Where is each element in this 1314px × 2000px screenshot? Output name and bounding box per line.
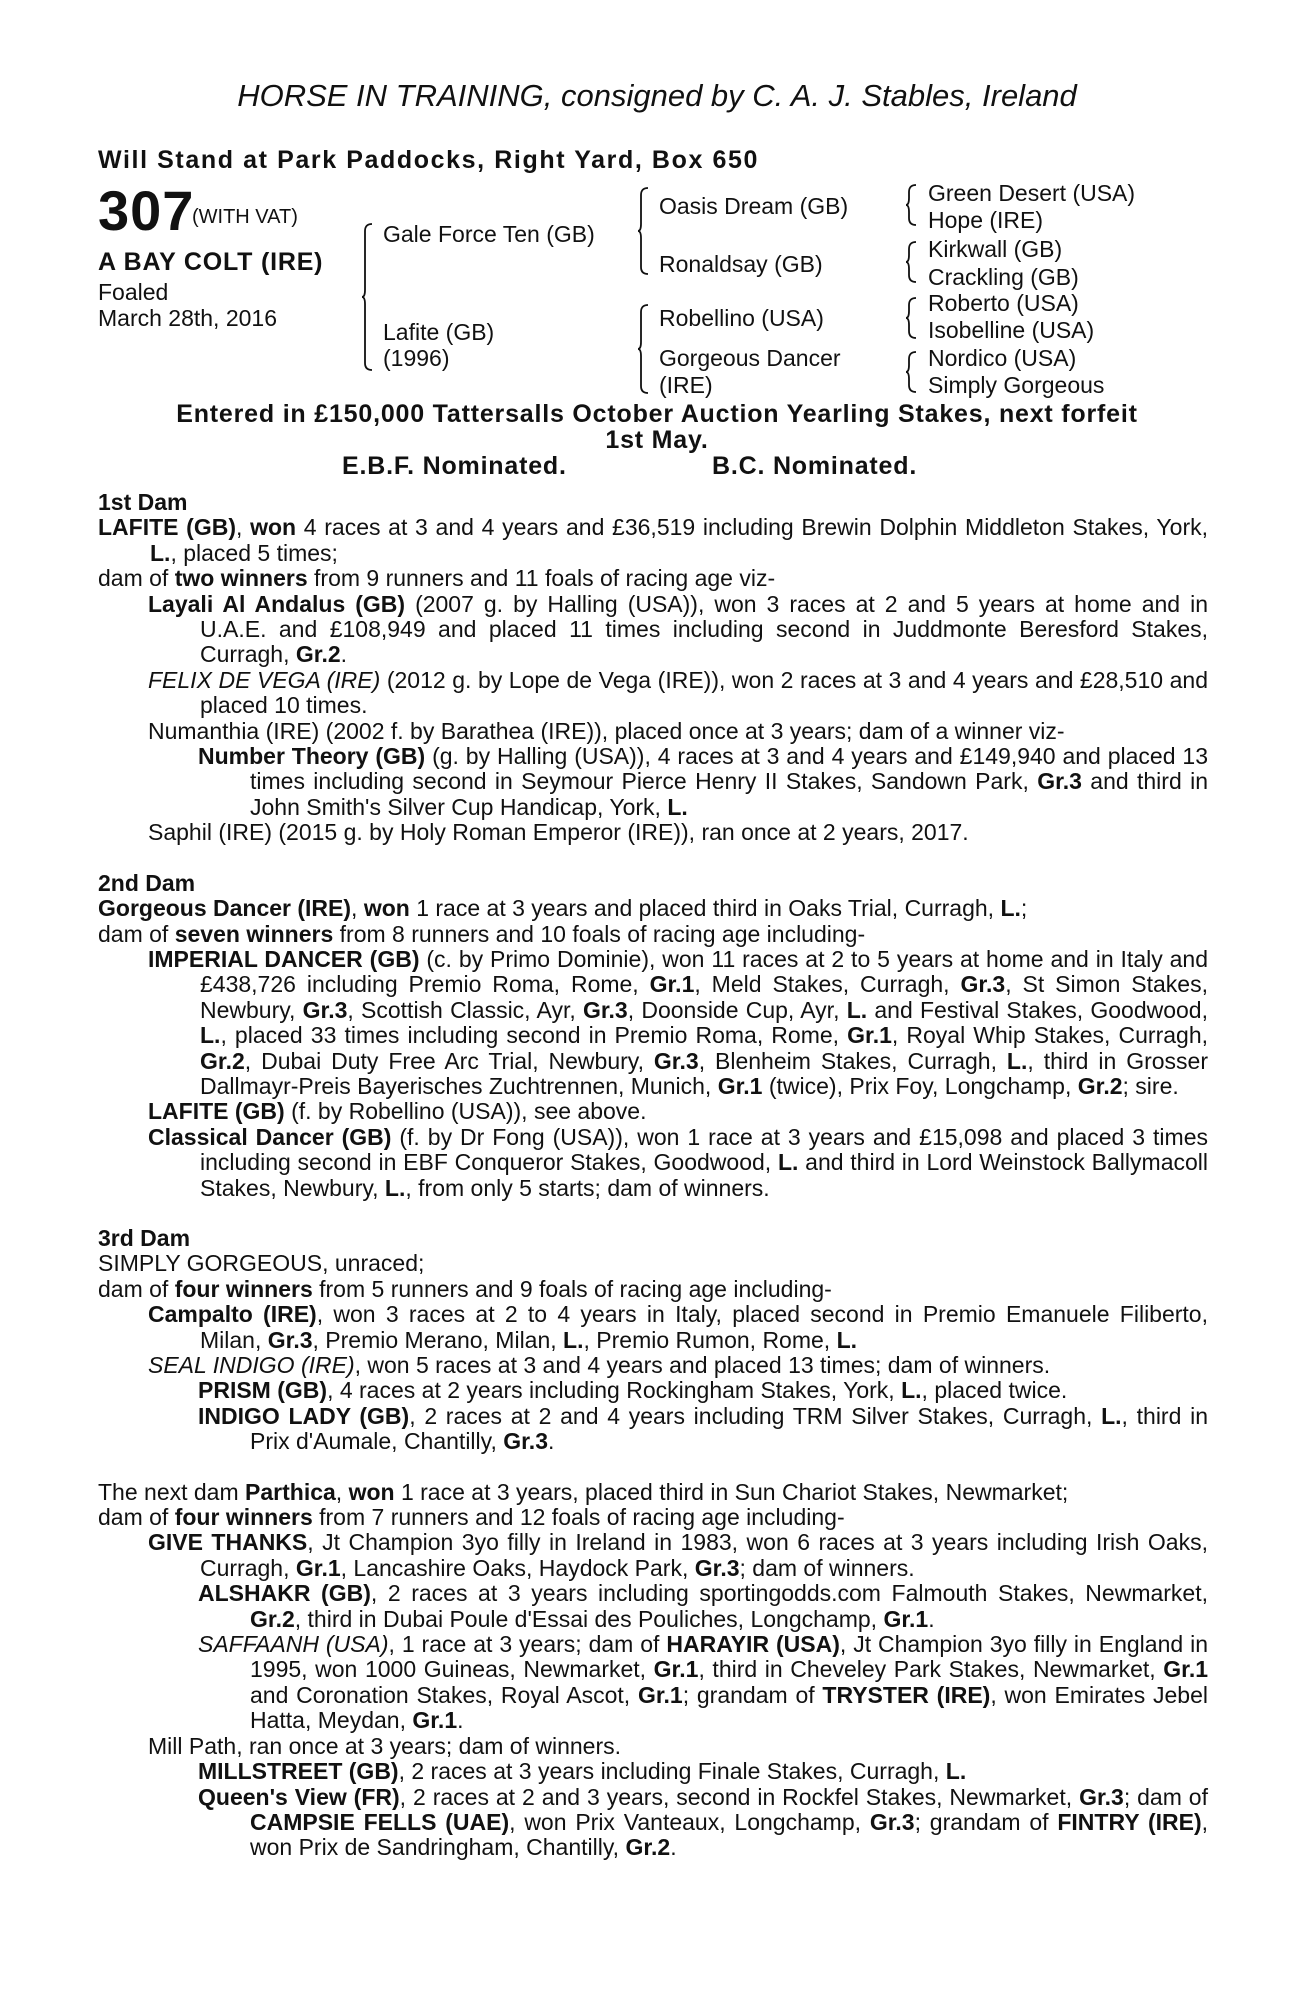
listed-grade: L.: [1006, 1047, 1028, 1074]
horse-name: INDIGO LADY (GB): [198, 1402, 410, 1429]
horse-name: IMPERIAL DANCER (GB): [148, 945, 420, 972]
entry-line-1: Entered in £150,000 Tattersalls October Auction Yearling Stakes, next forfeit: [176, 400, 1138, 428]
produce-entry: [98, 1581, 1208, 1632]
summary-prefix: dam of: [98, 920, 175, 947]
horse-name: Campalto (IRE): [148, 1301, 317, 1328]
race-record: (c. by Primo Dominie), won 11 races at 2 to 5 years at home and in Italy and £438,726 including Premio Roma, Rome,: [200, 945, 1208, 998]
pedigree-sire-dam: Ronaldsay (GB): [659, 251, 823, 277]
group-grade: Gr.3: [1037, 768, 1082, 795]
produce-summary: [98, 1277, 1208, 1302]
punctuation: ;: [1020, 895, 1028, 922]
horse-name: Classical Dancer (GB): [148, 1123, 392, 1150]
lot-description: A BAY COLT (IRE): [98, 248, 324, 276]
pedigree-g7: Nordico (USA): [928, 345, 1077, 371]
race-record: and Festival Stakes, Goodwood,: [867, 996, 1208, 1023]
race-record: , Jt Champion 3yo filly in England in 1995, won 1000 Guineas, Newmarket,: [250, 1631, 1208, 1683]
listed-grade: L.: [836, 1326, 858, 1353]
race-record: , won 5 races at 3 and 4 years and placed 13 times; dam of winners.: [354, 1352, 1051, 1378]
race-record: , 4 races at 2 years including Rockingham Stakes, York,: [327, 1377, 902, 1404]
horse-name: PRISM (GB): [198, 1377, 328, 1404]
section-heading: 1st Dam: [98, 489, 188, 515]
race-record: , Scottish Classic, Ayr,: [347, 996, 583, 1023]
produce-entry: [98, 1759, 1208, 1784]
group-grade: Gr.1: [637, 1681, 683, 1708]
group-grade: Gr.3: [960, 971, 1006, 998]
pedigree-bracket-sire: [638, 186, 650, 276]
listed-grade: L.: [667, 793, 688, 820]
foaled-date: March 28th, 2016: [98, 305, 278, 331]
ebf-nominated: E.B.F. Nominated.: [342, 452, 567, 480]
produce-summary: [98, 566, 1208, 591]
stand-location: Will Stand at Park Paddocks, Right Yard, Box 650: [98, 146, 760, 174]
pedigree-dam-dam-country: (IRE): [659, 372, 713, 398]
punctuation: .: [548, 1428, 555, 1455]
produce-entry: Mill Path, ran once at 3 years; dam of winners.: [148, 1732, 621, 1759]
group-grade: Gr.2: [200, 1047, 245, 1074]
listed-grade: L.: [150, 539, 171, 566]
horse-name: MILLSTREET (GB): [198, 1758, 399, 1785]
group-grade: Gr.1: [1163, 1656, 1209, 1683]
horse-name: TRYSTER (IRE): [822, 1681, 991, 1708]
pedigree-dam: Lafite (GB): [383, 319, 495, 345]
won-word: won: [348, 1478, 395, 1505]
group-grade: Gr.1: [883, 1605, 929, 1632]
race-record: , Doonside Cup, Ayr,: [627, 996, 847, 1023]
race-record: , won 3 races at 2 to 4 years in Italy, placed second in Premio Emanuele Filiberto, Milan,: [200, 1301, 1208, 1353]
race-record: , placed 33 times including second in Premio Roma, Rome,: [220, 1022, 848, 1049]
race-record: and third in John Smith's Silver Cup Handicap, York,: [250, 768, 1208, 820]
listed-grade: L.: [563, 1326, 584, 1353]
horse-name: Queen's View (FR): [198, 1783, 400, 1810]
summary-text: from 8 runners and 10 foals of racing age including-: [333, 920, 866, 947]
first-dam-entry: LAFITE (GB), won 4 races at 3 and 4 years and £36,519 including Brewin Dolphin Middleton Stakes, York, L., placed 5 times;: [98, 514, 1208, 566]
group-grade: Gr.1: [653, 1656, 699, 1683]
horse-name: Layali Al Andalus (GB): [148, 590, 406, 617]
group-grade: Gr.3: [302, 996, 348, 1023]
race-record: ; dam of winners.: [739, 1554, 915, 1581]
pedigree-bracket-g4: [906, 350, 918, 394]
produce-entry: [98, 592, 1208, 668]
pedigree-g4: Crackling (GB): [928, 264, 1079, 290]
summary-text: from 9 runners and 11 foals of racing age viz-: [307, 565, 776, 592]
race-record: (2012 g. by Lope de Vega (IRE)), won 2 races at 3 and 4 years and £28,510 and placed 10 times.: [200, 666, 1208, 719]
group-grade: Gr.3: [869, 1808, 915, 1835]
group-grade: Gr.3: [1079, 1783, 1124, 1810]
group-grade: Gr.3: [653, 1047, 699, 1074]
punctuation: ,: [335, 1478, 349, 1505]
race-record: ; sire.: [1122, 1072, 1179, 1099]
pedigree-bracket-dam: [638, 303, 650, 395]
horse-name: Parthica: [245, 1478, 336, 1505]
listed-grade: L.: [777, 1149, 799, 1176]
pedigree-body: [98, 490, 1208, 1861]
listed-grade: L.: [1000, 895, 1021, 922]
vat-note: (WITH VAT): [192, 206, 298, 228]
listed-grade: L.: [945, 1758, 967, 1785]
horse-name: FELIX DE VEGA (IRE): [148, 666, 381, 693]
second-dam-entry: Gorgeous Dancer (IRE), won 1 race at 3 years and placed third in Oaks Trial, Curragh, L.;: [98, 895, 1028, 922]
horse-name: LAFITE (GB): [148, 1098, 285, 1125]
horse-name: CAMPSIE FELLS (UAE): [250, 1808, 510, 1835]
entry-line-2: 1st May.: [605, 426, 709, 454]
listed-grade: L.: [1101, 1402, 1122, 1429]
bc-nominated: B.C. Nominated.: [712, 452, 918, 480]
group-grade: Gr.3: [694, 1554, 740, 1581]
produce-entry: [98, 947, 1208, 1099]
pedigree-g2: Hope (IRE): [928, 207, 1044, 233]
group-grade: Gr.2: [250, 1605, 295, 1632]
foaled-label: Foaled: [98, 279, 169, 305]
produce-entry: [98, 668, 1208, 719]
pedigree-dam-year: (1996): [383, 345, 450, 371]
race-record: 4 races at 3 and 4 years and £36,519 including Brewin Dolphin Middleton Stakes, York,: [296, 514, 1208, 541]
punctuation: .: [928, 1605, 935, 1632]
race-record: , placed twice.: [921, 1377, 1068, 1404]
produce-entry: Saphil (IRE) (2015 g. by Holy Roman Emperor (IRE)), ran once at 2 years, 2017.: [148, 819, 969, 846]
punctuation: .: [457, 1707, 464, 1734]
section-heading: 2nd Dam: [98, 869, 196, 896]
horse-name: Number Theory (GB): [198, 743, 426, 770]
summary-text: from 7 runners and 12 foals of racing age including-: [312, 1504, 845, 1531]
race-record: and third in Lord Weinstock Ballymacoll Stakes, Newbury,: [200, 1149, 1208, 1201]
group-grade: Gr.1: [847, 1022, 892, 1049]
produce-entry: [98, 1632, 1208, 1734]
race-record: , St Simon Stakes, Newbury,: [200, 971, 1208, 1023]
race-record: , Premio Rumon, Rome,: [583, 1326, 837, 1353]
produce-summary: [98, 1505, 1208, 1530]
summary-prefix: dam of: [98, 1504, 175, 1531]
group-grade: Gr.2: [625, 1834, 671, 1861]
listed-grade: L.: [846, 996, 868, 1023]
race-record: ; dam of: [1123, 1783, 1208, 1810]
race-record: , 2 races at 2 and 3 years, second in Rockfel Stakes, Newmarket,: [399, 1783, 1080, 1810]
third-dam-entry: SIMPLY GORGEOUS, unraced;: [98, 1250, 425, 1277]
produce-entry: Numanthia (IRE) (2002 f. by Barathea (IRE)), placed once at 3 years; dam of a winner viz-: [148, 717, 1065, 744]
race-record: , Meld Stakes, Curragh,: [694, 971, 961, 998]
race-record: , 2 races at 2 and 4 years including TRM Silver Stakes, Curragh,: [409, 1402, 1102, 1429]
winners-count: seven winners: [174, 920, 334, 947]
race-record: (2007 g. by Halling (USA)), won 3 races at 2 and 5 years at home and in U.A.E. and £108,949 and placed 11 times including second in Juddmonte Beresford Stakes, Curragh,: [200, 590, 1208, 668]
horse-name: ALSHAKR (GB): [198, 1580, 371, 1607]
race-record: (g. by Halling (USA)), 4 races at 3 and 4 years and £149,940 and placed 13 times including second in Seymour Pierce Henry II Stakes, Sandown Park,: [250, 743, 1208, 795]
next-dam-entry: [98, 1480, 1208, 1505]
punctuation: ;: [914, 1808, 921, 1835]
listed-grade: L.: [200, 1022, 221, 1049]
race-record: , 2 races at 3 years including sportingodds.com Falmouth Stakes, Newmarket,: [370, 1580, 1209, 1607]
listed-grade: L.: [384, 1174, 406, 1201]
race-record: , 2 races at 3 years including Finale Stakes, Curragh,: [398, 1758, 946, 1785]
pedigree-dam-sire: Robellino (USA): [659, 305, 824, 331]
pedigree-dam-dam: Gorgeous Dancer: [659, 345, 841, 371]
won-word: won: [250, 514, 297, 541]
punctuation: .: [670, 1834, 677, 1861]
pedigree-g5: Roberto (USA): [928, 290, 1079, 316]
race-record: , third in Cheveley Park Stakes, Newmarket,: [698, 1656, 1164, 1683]
race-record: , third in Grosser Dallmayr-Preis Bayerisches Zuchtrennen, Munich,: [200, 1047, 1208, 1099]
group-grade: Gr.1: [717, 1072, 763, 1099]
group-grade: Gr.3: [582, 996, 628, 1023]
produce-entry: [98, 1302, 1208, 1353]
race-record: (f. by Robellino (USA)), see above.: [284, 1098, 647, 1125]
race-record: (f. by Dr Fong (USA)), won 1 race at 3 years and £15,098 and placed 3 times including second in EBF Conqueror Stakes, Goodwood,: [200, 1123, 1208, 1176]
group-grade: Gr.2: [1077, 1072, 1123, 1099]
race-record: , Dubai Duty Free Arc Trial, Newbury,: [244, 1047, 654, 1074]
race-record: grandam of: [929, 1808, 1058, 1835]
race-record: , placed 5 times;: [170, 539, 338, 566]
race-record: , Jt Champion 3yo filly in Ireland in 1983, won 6 races at 3 years including Irish Oaks, Curragh,: [200, 1529, 1208, 1581]
race-record: , third in Dubai Poule d'Essai des Pouliches, Longchamp,: [294, 1605, 884, 1632]
race-record: , third in Prix d'Aumale, Chantilly,: [250, 1402, 1208, 1455]
pedigree-sire-sire: Oasis Dream (GB): [659, 193, 849, 219]
horse-name: Gorgeous Dancer (IRE): [98, 895, 352, 922]
winners-count: four winners: [174, 1504, 313, 1531]
group-grade: Gr.1: [649, 971, 695, 998]
horse-name: SAFFAANH (USA): [198, 1631, 389, 1658]
race-record: , Blenheim Stakes, Curragh,: [698, 1047, 1007, 1074]
summary-prefix: dam of: [98, 1275, 175, 1302]
pedigree-g3: Kirkwall (GB): [928, 236, 1063, 262]
pedigree-bracket-g1: [906, 183, 918, 227]
race-record: and Coronation Stakes, Royal Ascot,: [250, 1681, 638, 1708]
pedigree-bracket-main: [362, 222, 374, 372]
race-record: , Lancashire Oaks, Haydock Park,: [340, 1554, 695, 1581]
pedigree-g1: Green Desert (USA): [928, 180, 1136, 206]
won-word: won: [363, 895, 410, 922]
summary-prefix: dam of: [98, 565, 175, 592]
race-record: , won Prix Vanteaux, Longchamp,: [509, 1808, 870, 1835]
group-grade: Gr.3: [267, 1326, 313, 1353]
race-record: ; grandam of: [682, 1681, 823, 1708]
produce-entry: [98, 1404, 1208, 1455]
horse-name: GIVE THANKS: [148, 1529, 308, 1556]
produce-entry: [98, 1353, 1208, 1378]
punctuation: .: [340, 641, 348, 668]
race-record: 1 race at 3 years, placed third in Sun Chariot Stakes, Newmarket;: [394, 1478, 1069, 1505]
pedigree-bracket-g2: [906, 240, 918, 284]
group-grade: Gr.2: [295, 641, 341, 668]
produce-entry: [98, 1530, 1208, 1581]
catalogue-header: HORSE IN TRAINING, consigned by C. A. J. Stables, Ireland: [237, 78, 1077, 113]
race-record: , won Emirates Jebel Hatta, Meydan,: [250, 1681, 1208, 1734]
produce-entry: [98, 1125, 1208, 1201]
produce-entry: [98, 744, 1208, 820]
pedigree-bracket-g3: [906, 296, 918, 340]
produce-entry: [98, 1378, 1208, 1403]
group-grade: Gr.1: [295, 1554, 341, 1581]
race-record: , Premio Merano, Milan,: [312, 1326, 564, 1353]
race-record: , 1 race at 3 years; dam of: [388, 1631, 667, 1658]
next-dam-prefix: The next dam: [98, 1478, 246, 1505]
race-record: (twice), Prix Foy, Longchamp,: [762, 1072, 1078, 1099]
pedigree-g6: Isobelline (USA): [928, 317, 1095, 343]
race-record: 1 race at 3 years and placed third in Oaks Trial, Curragh,: [409, 895, 1001, 922]
listed-grade: L.: [901, 1377, 922, 1404]
produce-entry: [98, 1099, 1208, 1124]
lot-number: 307: [98, 179, 195, 242]
winners-count: four winners: [174, 1275, 313, 1302]
winners-count: two winners: [174, 565, 308, 592]
group-grade: Gr.3: [503, 1428, 548, 1455]
race-record: , won Prix de Sandringham, Chantilly,: [250, 1808, 1208, 1861]
horse-name: HARAYIR (USA): [666, 1631, 840, 1658]
produce-entry: [98, 1785, 1208, 1861]
race-record: , from only 5 starts; dam of winners.: [405, 1174, 770, 1201]
horse-name: LAFITE (GB): [98, 514, 236, 541]
horse-name: SEAL INDIGO (IRE): [148, 1352, 355, 1378]
group-grade: Gr.1: [412, 1707, 458, 1734]
produce-summary: [98, 922, 1208, 947]
race-record: , Royal Whip Stakes, Curragh,: [891, 1022, 1209, 1049]
section-heading: 3rd Dam: [98, 1224, 191, 1251]
pedigree-g8: Simply Gorgeous: [928, 372, 1105, 398]
summary-text: from 5 runners and 9 foals of racing age including-: [312, 1275, 832, 1302]
horse-name: FINTRY (IRE): [1057, 1808, 1202, 1835]
pedigree-sire: Gale Force Ten (GB): [383, 221, 595, 247]
